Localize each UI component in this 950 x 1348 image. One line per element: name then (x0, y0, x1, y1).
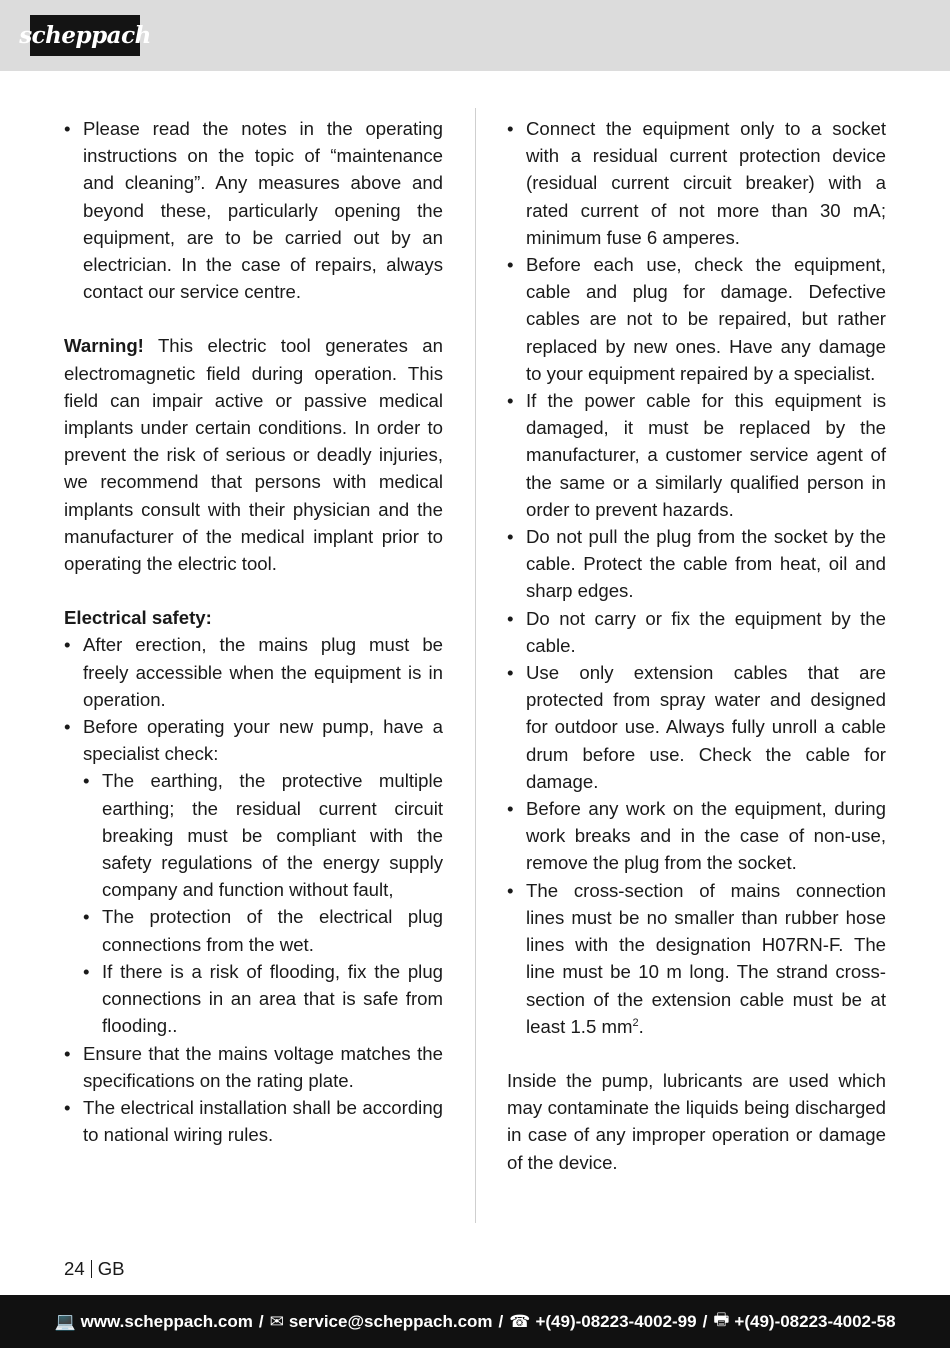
warning-label: Warning! (64, 335, 144, 357)
list-item: • If the power cable for this equipment is damaged, it must be replaced by the manufacturer, a customer service agent of the same or a similarly qualified person in order to prevent hazards. (507, 387, 886, 523)
electrical-safety-heading: Electrical safety: (64, 607, 212, 629)
list-item-end: . (638, 1015, 644, 1037)
footer-separator: / (702, 1311, 708, 1331)
list-item: • Do not carry or fix the equipment by the cable. (507, 605, 886, 659)
list-item (64, 713, 443, 1039)
list-item: • The electrical installation shall be according to national wiring rules. (64, 1094, 443, 1148)
footer-separator: / (498, 1311, 504, 1331)
list-item-text: • Before operating your new pump, have a specialist check: (83, 716, 443, 765)
email-link[interactable]: service@scheppach.com (288, 1311, 493, 1331)
electrical-safety-list (64, 631, 443, 1148)
fax-icon: 🖶 (713, 1310, 730, 1329)
footer-separator: / (258, 1311, 264, 1331)
specialist-check-sublist (83, 767, 443, 1039)
sublist-item: • The protection of the electrical plug connections from the wet. (83, 903, 443, 957)
list-item: • After erection, the mains plug must be freely accessible when the equipment is in operation. (64, 631, 443, 713)
scheppach-logo: scheppach (30, 15, 140, 56)
computer-icon: 💻 (54, 1311, 76, 1331)
safety-list (507, 115, 886, 1040)
left-column (64, 115, 443, 1148)
sublist-item: • The earthing, the protective multiple earthing; the residual current circuit breaking must be compliant with the safety regulations of the energy supply company and function without fault, (83, 767, 443, 903)
envelope-icon: ✉ (269, 1311, 284, 1331)
list-item: • Before any work on the equipment, during work breaks and in the case of non-use, remove the plug from the socket. (507, 795, 886, 877)
list-item: • Do not pull the plug from the socket by the cable. Protect the cable from heat, oil and sharp edges. (507, 523, 886, 605)
page-number-value: 24 (64, 1258, 85, 1279)
page-language: GB (97, 1258, 125, 1279)
intro-list (64, 115, 443, 305)
list-item: • Please read the notes in the operating instructions on the topic of “maintenance and cleaning”. Any measures above and beyond these, particularly opening the equipment, are to be carried out by an electrician. In the case of repairs, always contact our service centre. (64, 115, 443, 305)
contact-footer (0, 1295, 950, 1348)
list-item: • Ensure that the mains voltage matches the specifications on the rating plate. (64, 1040, 443, 1094)
list-item-text: The cross-section of mains connection lines must be no smaller than rubber hose lines with the designation H07RN-F. The line must be 10 m long. The strand cross-section of the extension cable must be at least 1.5 mm (526, 879, 886, 1037)
warning-text: This electric tool generates an electromagnetic field during operation. This field can impair active or passive medical implants under certain conditions. In order to prevent the risk of serious or deadly injuries, we recommend that persons with medical implants consult with their physician and the manufacturer of the medical implant prior to operating the electric tool. (64, 335, 443, 575)
lubricant-paragraph: Inside the pump, lubricants are used which may contaminate the liquids being discharged in case of any improper operation or damage of the device. (507, 1069, 886, 1173)
list-item (507, 877, 886, 1040)
list-item: • Before each use, check the equipment, cable and plug for damage. Defective cables are not to be repaired, but rather replaced by new ones. Have any damage to your equipment repaired by a specialist. (507, 251, 886, 387)
page-number (64, 1255, 125, 1282)
warning-paragraph (64, 332, 443, 577)
column-divider (475, 108, 476, 1223)
phone-number: +(49)-08223-4002-99 (535, 1311, 697, 1331)
sublist-item: • If there is a risk of flooding, fix the plug connections in an area that is safe from flooding.. (83, 958, 443, 1040)
fax-number: +(49)-08223-4002-58 (734, 1311, 896, 1331)
right-column (507, 115, 886, 1176)
telephone-icon: ☎ (509, 1311, 531, 1331)
page-header (0, 0, 950, 71)
website-link[interactable]: www.scheppach.com (80, 1311, 253, 1331)
list-item: • Connect the equipment only to a socket with a residual current protection device (residual current circuit breaker) with a rated current of not more than 30 mA; minimum fuse 6 amperes. (507, 115, 886, 251)
superscript: 2 (632, 1016, 639, 1029)
page-number-separator (91, 1260, 92, 1278)
list-item: • Use only extension cables that are protected from spray water and designed for outdoor use. Always fully unroll a cable drum before use. Check the cable for damage. (507, 659, 886, 795)
